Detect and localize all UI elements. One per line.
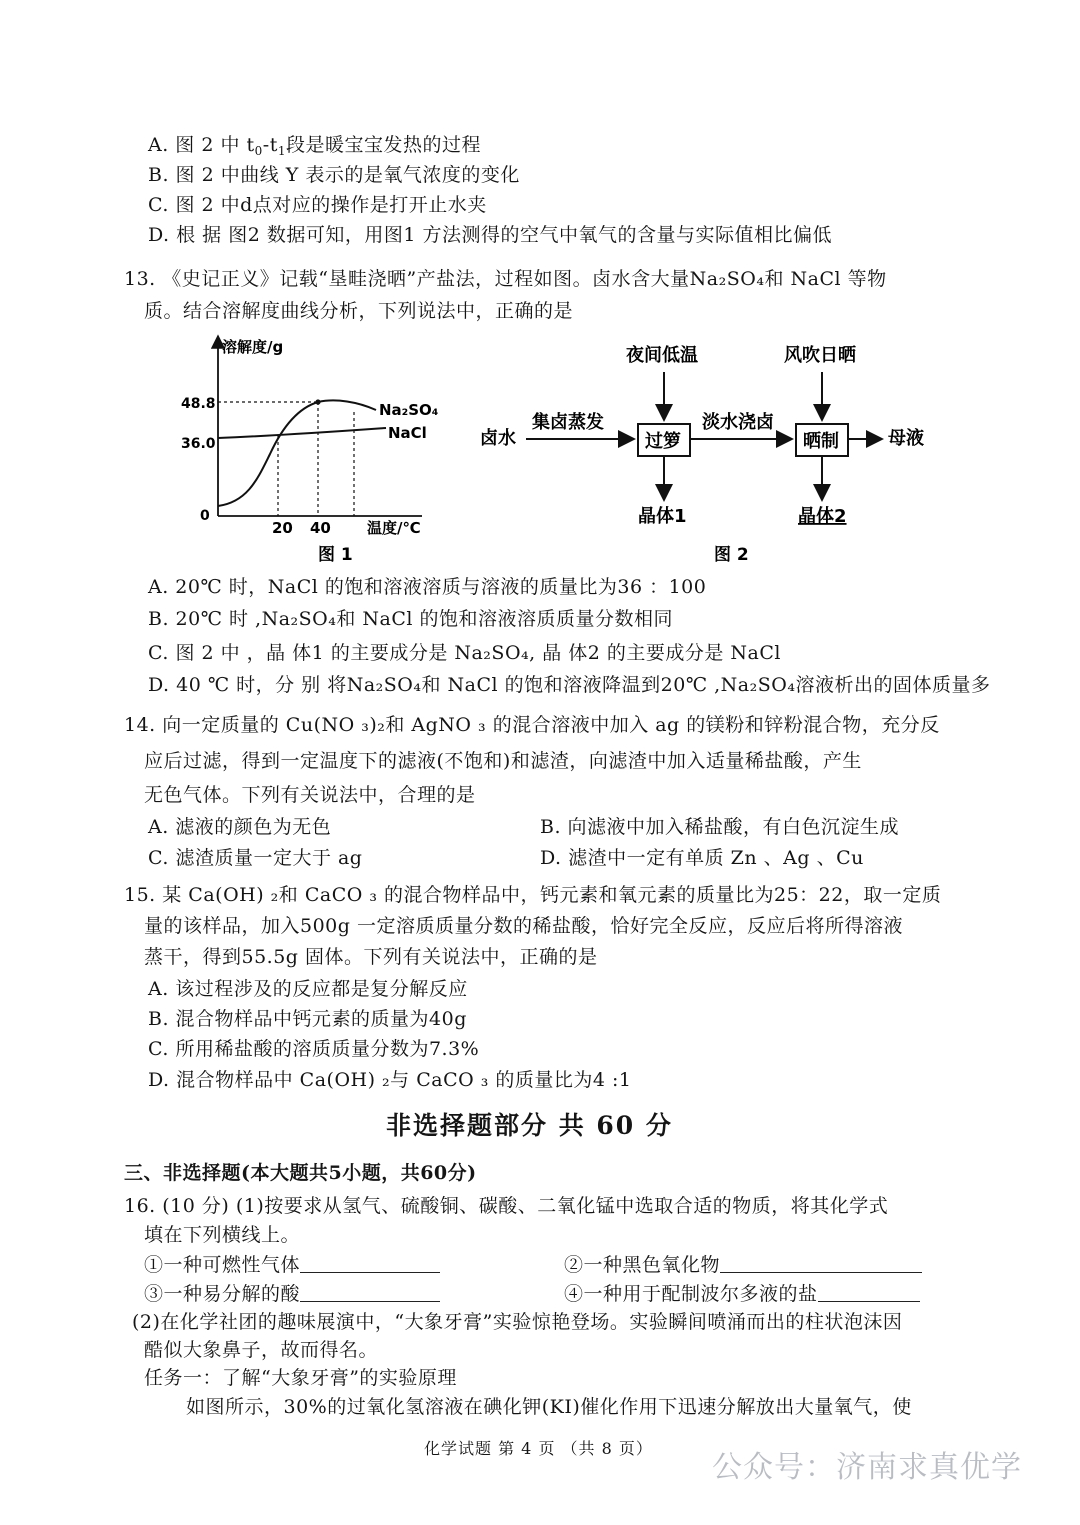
series-label-nacl: NaCl <box>388 424 427 442</box>
brine-label: 卤水 <box>480 428 516 449</box>
q16-blank-1: ①一种可燃性气体 <box>144 1252 440 1278</box>
watermark: 公众号：济南求真优学 <box>712 1450 1022 1485</box>
q12-option-a: A. 图 2 中 $t_0-t_1$段是暖宝宝发热的过程 <box>148 134 482 158</box>
q14-option-d: D. 滤渣中一定有单质 Zn 、Ag 、Cu <box>540 847 864 869</box>
nacl-curve <box>218 428 386 438</box>
blank-line-3[interactable] <box>300 1283 440 1302</box>
process-flow-diagram <box>470 330 950 570</box>
q13-option-a: A. 20℃ 时，NaCl 的饱和溶液溶质与溶液的质量比为36 ：100 <box>148 576 707 598</box>
q14-option-c: C. 滤渣质量一定大于 ag <box>148 847 363 869</box>
q16-stem-line1: 16. (10 分) (1)按要求从氢气、硫酸铜、碳酸、二氧化锰中选取合适的物质，将其化学式 <box>124 1195 889 1217</box>
wind-sun-label: 风吹日晒 <box>784 345 856 366</box>
blank-line-2[interactable] <box>720 1254 922 1273</box>
q14-option-b: B. 向滤液中加入稀盐酸，有白色沉淀生成 <box>540 816 900 838</box>
q16-stem-line2: 填在下列横线上。 <box>144 1224 301 1246</box>
q16-blank-3: ③一种易分解的酸 <box>144 1281 440 1307</box>
max-point <box>315 399 320 404</box>
crystal-1-label: 晶体1 <box>638 506 687 527</box>
q13-option-b: B. 20℃ 时 ,Na₂SO₄和 NaCl 的饱和溶液溶质质量分数相同 <box>148 608 674 630</box>
q16-part2-line1: (2)在化学社团的趣味展演中，“大象牙膏”实验惊艳登场。实验瞬间喷涌而出的柱状泡沫因 <box>132 1311 903 1333</box>
q15-stem-line3: 蒸干，得到55.5g 固体。下列有关说法中，正确的是 <box>144 946 598 968</box>
y-tick-48-8: 48.8 <box>181 396 216 412</box>
figure-2-caption: 图 2 <box>714 545 749 565</box>
y-tick-36: 36.0 <box>181 436 216 452</box>
q16-blank-4: ④一种用于配制波尔多液的盐 <box>564 1281 920 1307</box>
y-tick-0: 0 <box>200 508 210 524</box>
q14-stem-line1: 14. 向一定质量的 Cu(NO ₃)₂和 AgNO ₃ 的混合溶液中加入 ag 的镁粉和锌粉混合物，充分反 <box>124 714 940 736</box>
q15-option-a: A. 该过程涉及的反应都是复分解反应 <box>148 978 468 1000</box>
q16-task1: 任务一：了解“大象牙膏”的实验原理 <box>144 1367 457 1389</box>
x-axis-label: 温度/℃ <box>367 519 421 537</box>
page-footer: 化学试题 第 4 页 （共 8 页） <box>424 1439 653 1458</box>
q15-option-d: D. 混合物样品中 Ca(OH) ₂与 CaCO ₃ 的质量比为4 :1 <box>148 1069 632 1091</box>
q15-stem-line1: 15. 某 Ca(OH) ₂和 CaCO ₃ 的混合物样品中，钙元素和氧元素的质量比为25：22，取一定质 <box>124 884 942 906</box>
crystal-2-label: 晶体2 <box>798 506 847 527</box>
section-heading: 非选择题部分 共 60 分 <box>386 1111 673 1140</box>
mother-liquor-label: 母液 <box>888 428 924 449</box>
q13-stem-line2: 质。结合溶解度曲线分析，下列说法中，正确的是 <box>144 300 574 322</box>
q16-part2-line3: 如图所示，30%的过氧化氢溶液在碘化钾(KI)催化作用下迅速分解放出大量氧气，使 <box>186 1396 912 1418</box>
filter-box-label: 过箩 <box>645 431 681 452</box>
figure-1-caption: 图 1 <box>318 545 353 565</box>
blank-line-4[interactable] <box>818 1283 920 1302</box>
q16-blank-2: ②一种黑色氧化物 <box>564 1252 922 1278</box>
q12-option-b: B. 图 2 中曲线 Y 表示的是氧气浓度的变化 <box>148 164 520 186</box>
na2so4-curve <box>218 400 376 506</box>
step-evaporate-label: 集卤蒸发 <box>532 412 604 433</box>
q15-option-c: C. 所用稀盐酸的溶质质量分数为7.3% <box>148 1038 480 1060</box>
x-tick-40: 40 <box>310 519 331 537</box>
section-three-title: 三、非选择题(本大题共5小题，共60分) <box>124 1162 477 1184</box>
night-cold-label: 夜间低温 <box>626 345 698 366</box>
q14-stem-line2: 应后过滤，得到一定温度下的滤液(不饱和)和滤渣，向滤渣中加入适量稀盐酸，产生 <box>144 750 862 772</box>
q12-option-c: C. 图 2 中d点对应的操作是打开止水夹 <box>148 194 487 216</box>
q13-option-c: C. 图 2 中 ，晶 体1 的主要成分是 Na₂SO₄, 晶 体2 的主要成分是 NaCl <box>148 642 781 664</box>
series-label-na2so4: Na₂SO₄ <box>379 401 439 419</box>
step-freshwater-label: 淡水浇卤 <box>702 412 774 433</box>
q12-option-d: D. 根 据 图2 数据可知，用图1 方法测得的空气中氧气的含量与实际值相比偏低 <box>148 224 832 246</box>
solubility-chart <box>181 330 460 570</box>
q14-option-a: A. 滤液的颜色为无色 <box>148 816 332 838</box>
x-tick-20: 20 <box>272 519 293 537</box>
q13-stem-line1: 13. 《史记正义》记载“垦畦浇晒”产盐法，过程如图。卤水含大量Na₂SO₄和 NaCl 等物 <box>124 268 887 290</box>
dry-box-label: 晒制 <box>803 431 839 452</box>
q15-stem-line2: 量的该样品，加入500g 一定溶质质量分数的稀盐酸，恰好完全反应，反应后将所得溶液 <box>144 915 903 937</box>
q15-option-b: B. 混合物样品中钙元素的质量为40g <box>148 1008 467 1030</box>
q16-part2-line2: 酷似大象鼻子，故而得名。 <box>144 1339 379 1361</box>
q14-stem-line3: 无色气体。下列有关说法中，合理的是 <box>144 784 476 806</box>
blank-line-1[interactable] <box>300 1254 440 1273</box>
q13-option-d: D. 40 ℃ 时，分 别 将Na₂SO₄和 NaCl 的饱和溶液降温到20℃ ,Na₂SO₄溶液析出的固体质量多 <box>148 674 991 696</box>
y-axis-label: 溶解度/g <box>222 338 284 356</box>
